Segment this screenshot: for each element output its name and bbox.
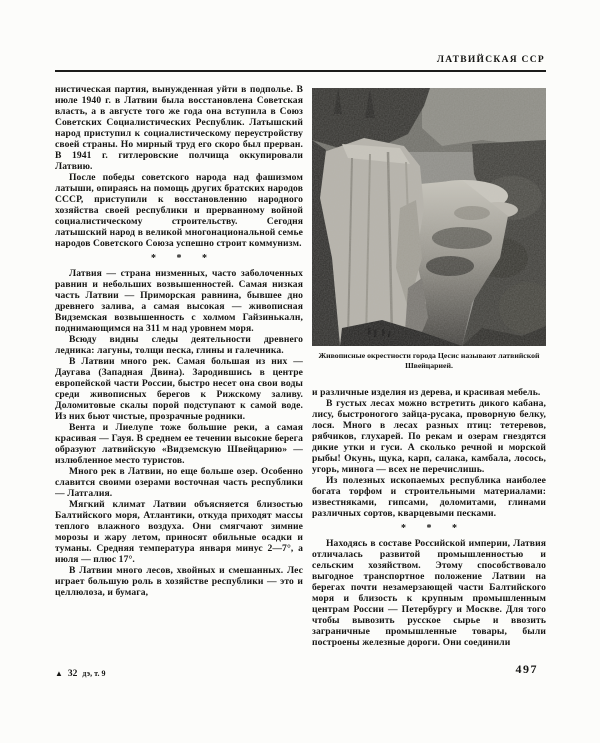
- paragraph: В Латвии много лесов, хвойных и смешанных. Лес играет большую роль в хозяйстве республики — это и целлюлоза, и бумага,: [55, 565, 303, 598]
- page-number: 497: [515, 662, 538, 676]
- left-column: [55, 84, 303, 659]
- triangle-icon: ▲: [55, 669, 63, 678]
- header-rule: [55, 70, 546, 72]
- paragraph: Латвия — страна низменных, часто заболоченных равнин и небольших возвышенностей. Самая низкая часть Латвии — Приморская равнина, бывшее дно древнего залива, а самая высокая — живописная Видземская возвышенность с холмом Гайзинькалн, поднимающимся на 311 м над уровнем моря.: [55, 268, 303, 334]
- paragraph: Всюду видны следы деятельности древнего ледника: лагуны, толщи песка, глины и галечника.: [55, 334, 303, 356]
- landscape-photo-graphic: [312, 88, 546, 346]
- paragraph: После победы советского народа над фашизмом латыши, опираясь на помощь других братских народов СССР, приступили к восстановлению народного хозяйства своей республики и прерванному войной социалистическому строительству. Сегодня латышский народ в великой многонациональной семье народов Советского Союза успешно строит коммунизм.: [55, 172, 303, 249]
- paragraph: Находясь в составе Российской империи, Латвия отличалась развитой промышленностью и сельским хозяйством. Этому способствовало выгодное транспортное положение Латвии на берегах почти незамерзающей части Балтийского моря и близость к крупным промышленным центрам России — Петербургу и Москве. Для того чтобы вывозить русское сырье и ввозить заграничные промышленные товары, были построены железные дороги. Они соединили: [312, 538, 546, 648]
- signature-text: дэ, т. 9: [82, 669, 106, 678]
- paragraph: Много рек в Латвии, но еще больше озер. Особенно славится своими озерами восточная часть республики — Латгалия.: [55, 466, 303, 499]
- section-separator: * * *: [401, 523, 466, 534]
- paragraph: и различные изделия из дерева, и красивая мебель.: [312, 387, 541, 398]
- paragraph: В Латвии много рек. Самая большая из них — Даугава (Западная Двина). Зародившись в центре европейской части России, быстро несет она свои воды среди живописных берегов к Рижскому заливу. Доломитовые скалы порой подступают к самой воде. Из них бьют чистые, прозрачные родники.: [55, 356, 303, 422]
- print-signature-mark: [55, 669, 105, 679]
- section-separator: * * *: [151, 253, 216, 264]
- landscape-photo: [312, 88, 546, 346]
- photo-caption: Живописные окрестности города Цесис называют латвийской Швейцарией.: [318, 351, 540, 370]
- paragraph: Мягкий климат Латвии объясняется близостью Балтийского моря, Атлантики, откуда приходят массы теплого влажного воздуха. Они смягчают зимние морозы и жару летом, приносят обильные осадки и туманы. Средняя температура января минус 2—7°, а июля — плюс 17°.: [55, 499, 303, 565]
- running-head: ЛАТВИЙСКАЯ ССР: [436, 55, 545, 65]
- paragraph: Из полезных ископаемых республика наиболее богата торфом и строительными материалами: известняками, гипсами, доломитами, глинами различных сортов, кварцевыми песками.: [312, 475, 546, 519]
- right-column: [312, 387, 546, 653]
- paragraph: В густых лесах можно встретить дикого кабана, лису, быстроногого зайца-русака, проворную белку, лося. Много в лесах разных птиц: тетеревов, рябчиков, глухарей. По рекам и озерам гнездятся дикие утки и гуси. А сколько речной и морской рыбы! Окунь, щука, карп, салака, камбала, лосось, угорь, минога — всех не перечислишь.: [312, 398, 546, 475]
- paragraph: Вента и Лиелупе тоже большие реки, а самая красивая — Гауя. В среднем ее течении высокие берега образуют латвийскую «Видземскую Швейцарию» — излюбленное место туристов.: [55, 422, 303, 466]
- paragraph: нистическая партия, вынужденная уйти в подполье. В июле 1940 г. в Латвии была восстановлена Советская власть, а в августе того же года она вступила в Союз Советских Социалистических Республик. Латышский народ приступил к социалистическому переустройству своей страны. Но мирный труд его скоро был прерван. В 1941 г. гитлеровские полчища оккупировали Латвию.: [55, 84, 303, 172]
- signature-number: 32: [67, 669, 78, 679]
